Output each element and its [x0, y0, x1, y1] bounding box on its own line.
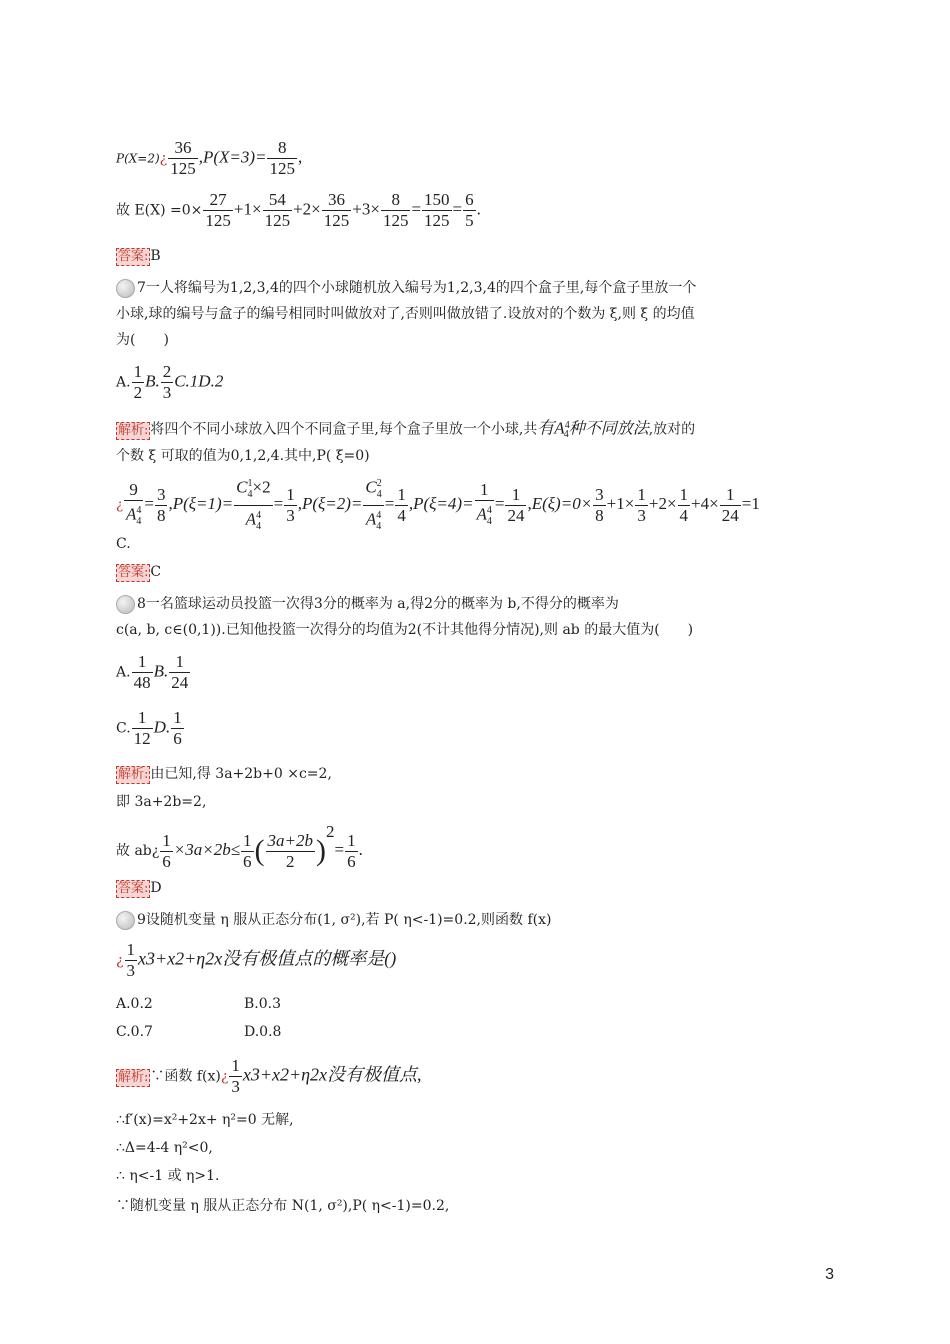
answer-label: 答案:	[118, 881, 149, 896]
expectation-line: 故 E(X) =0× $\frac{27}{125}$ +1× $\frac{54}{125}$ +2× $\frac{36}{125}$ +3× $\frac{8}{125}$ = $\frac{150}{125}$ = $\frac{6}{5}$ .	[116, 190, 481, 230]
fraction: $\frac{2}{3}$	[162, 362, 172, 402]
fraction: $\frac{150}{125}$	[424, 190, 450, 230]
fraction: $\frac{1}{24}$	[171, 652, 189, 692]
analysis-q9-step-2: ∴Δ=4-4 η²<0,	[116, 1140, 213, 1156]
fraction: $\frac{3}{8}$	[156, 485, 166, 526]
analysis-q8-line-1: 解析: 由已知,得 3a+2b+0 ×c=2,	[118, 766, 332, 782]
fraction: $\frac{36}{125}$	[170, 138, 196, 178]
question-bullet-icon	[116, 595, 135, 614]
question-8-options-ab: A. $\frac{1}{48}$ B. $\frac{1}{24}$	[116, 652, 189, 692]
fraction: $\frac{1}{6}$	[173, 708, 182, 748]
analysis-label: 解析:	[118, 767, 149, 782]
analysis-q7-line-2: 个数 ξ 可取的值为0,1,2,4.其中,P( ξ=0)	[116, 448, 370, 464]
fraction: $\frac{1}{A_4^4}$	[476, 479, 492, 527]
question-9-options-ab: A.0.2 B.0.3	[116, 996, 282, 1012]
fraction: $\frac{1}{3}$	[637, 485, 646, 526]
analysis-q9-step-3: ∴ η<-1 或 η>1.	[116, 1168, 220, 1184]
fraction: $\frac{8}{125}$	[269, 138, 295, 178]
fraction: $\frac{1}{6}$	[162, 830, 171, 871]
fraction: $\frac{36}{125}$	[323, 190, 350, 230]
question-7-options: A. $\frac{1}{2}$ B. $\frac{2}{3}$ C.1D.2	[116, 362, 224, 402]
fraction: $\frac{1}{2}$	[133, 362, 143, 402]
formula-px: P(X=2)¿ $\frac{36}{125}$ ,P(X=3)= $\frac{8}{125}$ ,	[116, 138, 303, 178]
question-9-line-2: ¿ $\frac{1}{3}$ x3+x2+η2x没有极值点的概率是()	[116, 940, 397, 980]
answer-label: 答案:	[118, 249, 149, 264]
question-7-line-3: 为( )	[116, 332, 169, 348]
fraction: $\frac{3a+2b}{2}$	[267, 830, 314, 871]
fraction: $\frac{8}{125}$	[382, 190, 409, 230]
fraction: $\frac{6}{5}$	[465, 190, 474, 230]
question-9-options-cd: C.0.7 D.0.8	[116, 1024, 282, 1040]
page-number: 3	[825, 1266, 834, 1283]
fraction: $\frac{3}{8}$	[595, 485, 604, 526]
fraction: $\frac{1}{48}$	[133, 652, 151, 692]
question-bullet-icon	[116, 911, 135, 930]
analysis-q9-step-1: ∴f′(x)=x²+2x+ η²=0 无解,	[116, 1112, 294, 1128]
question-8-options-cd: C. $\frac{1}{12}$ D. $\frac{1}{6}$	[116, 708, 182, 748]
fraction: $\frac{C_4^1\times 2}{A_4^4}$	[234, 474, 272, 537]
fraction: $\frac{54}{125}$	[264, 190, 291, 230]
question-8-line-1: 8一名篮球运动员投篮一次得3分的概率为 a,得2分的概率为 b,不得分的概率为	[116, 594, 619, 614]
analysis-q9-line-1: 解析: ∵函数 f(x)¿ $\frac{1}{3}$ x3+x2+η2x没有极值点,	[118, 1056, 422, 1096]
analysis-q7-calc: ¿ $\frac{9}{A_4^4}$ = $\frac{3}{8}$ ,P(ξ=1)= $\frac{C_4^1\times 2}{A_4^4}$ = $\frac{1}{3}$ ,P(ξ=2)= $\frac{C_4^2}{A_4^4}$ = $\frac{1}{4}$ ,P(ξ=4)= $\frac{1}{A_4^4}$ = $\frac{1}{24}$ ,E(ξ)=0× $\frac{3}{8}$ +1× $\frac{1}{3}$ +2× $\frac{1}{4}$ +4× $\frac{1}{24}$ =1	[116, 474, 760, 537]
fraction: $\frac{1}{6}$	[347, 830, 356, 871]
fraction: $\frac{C_4^2}{A_4^4}$	[363, 474, 383, 537]
fraction: $\frac{1}{24}$	[507, 485, 525, 526]
analysis-q7-line-1: 解析: 将四个不同小球放入四个不同盒子里,每个盒子里放一个小球,共有$A^4_4$种不同放法,放对的	[118, 418, 696, 441]
question-bullet-icon	[116, 279, 135, 298]
analysis-q8-line-2: 即 3a+2b=2,	[116, 794, 207, 810]
fraction: $\frac{1}{3}$	[126, 940, 136, 980]
fraction: $\frac{1}{12}$	[133, 708, 151, 748]
fraction: $\frac{9}{A_4^4}$	[125, 479, 142, 527]
question-7-line-1: 7一人将编号为1,2,3,4的四个小球随机放入编号为1,2,3,4的四个盒子里,每个盒子里放一个	[116, 278, 696, 298]
fraction: $\frac{1}{4}$	[679, 485, 689, 526]
question-8-line-2: c(a, b, c∈(0,1)).已知他投篮一次得分的均值为2(不计其他得分情况),则 ab 的最大值为( )	[116, 622, 694, 638]
fraction: $\frac{1}{3}$	[231, 1056, 240, 1096]
fraction: $\frac{27}{125}$	[205, 190, 231, 230]
analysis-q8-line-3: 故 ab¿ $\frac{1}{6}$ ×3a×2b≤ $\frac{1}{6}$ ( $\frac{3a+2b}{2}$ )$^2$= $\frac{1}{6}$ .	[116, 822, 363, 871]
fraction: $\frac{1}{6}$	[243, 830, 252, 871]
question-7-line-2: 小球,球的编号与盒子的编号相同时叫做放对了,否则叫做放错了.设放对的个数为 ξ,则 ξ 的均值	[116, 306, 695, 322]
analysis-q7-trail: C.	[116, 536, 131, 552]
fraction: $\frac{1}{4}$	[397, 485, 406, 526]
analysis-q9-step-4: ∵随机变量 η 服从正态分布 N(1, σ²),P( η<-1)=0.2,	[116, 1198, 450, 1214]
analysis-label: 解析:	[118, 422, 149, 438]
question-9-line-1: 9设随机变量 η 服从正态分布(1, σ²),若 P( η<-1)=0.2,则函数 f(x)	[116, 910, 551, 930]
answer-q8: 答案: D	[118, 880, 162, 896]
fraction: $\frac{1}{3}$	[286, 485, 295, 526]
fraction: $\frac{1}{24}$	[721, 485, 739, 526]
answer-q6: 答案: B	[118, 248, 161, 264]
answer-q7: 答案: C	[118, 564, 162, 580]
analysis-label: 解析:	[118, 1069, 149, 1085]
answer-label: 答案:	[118, 565, 149, 580]
